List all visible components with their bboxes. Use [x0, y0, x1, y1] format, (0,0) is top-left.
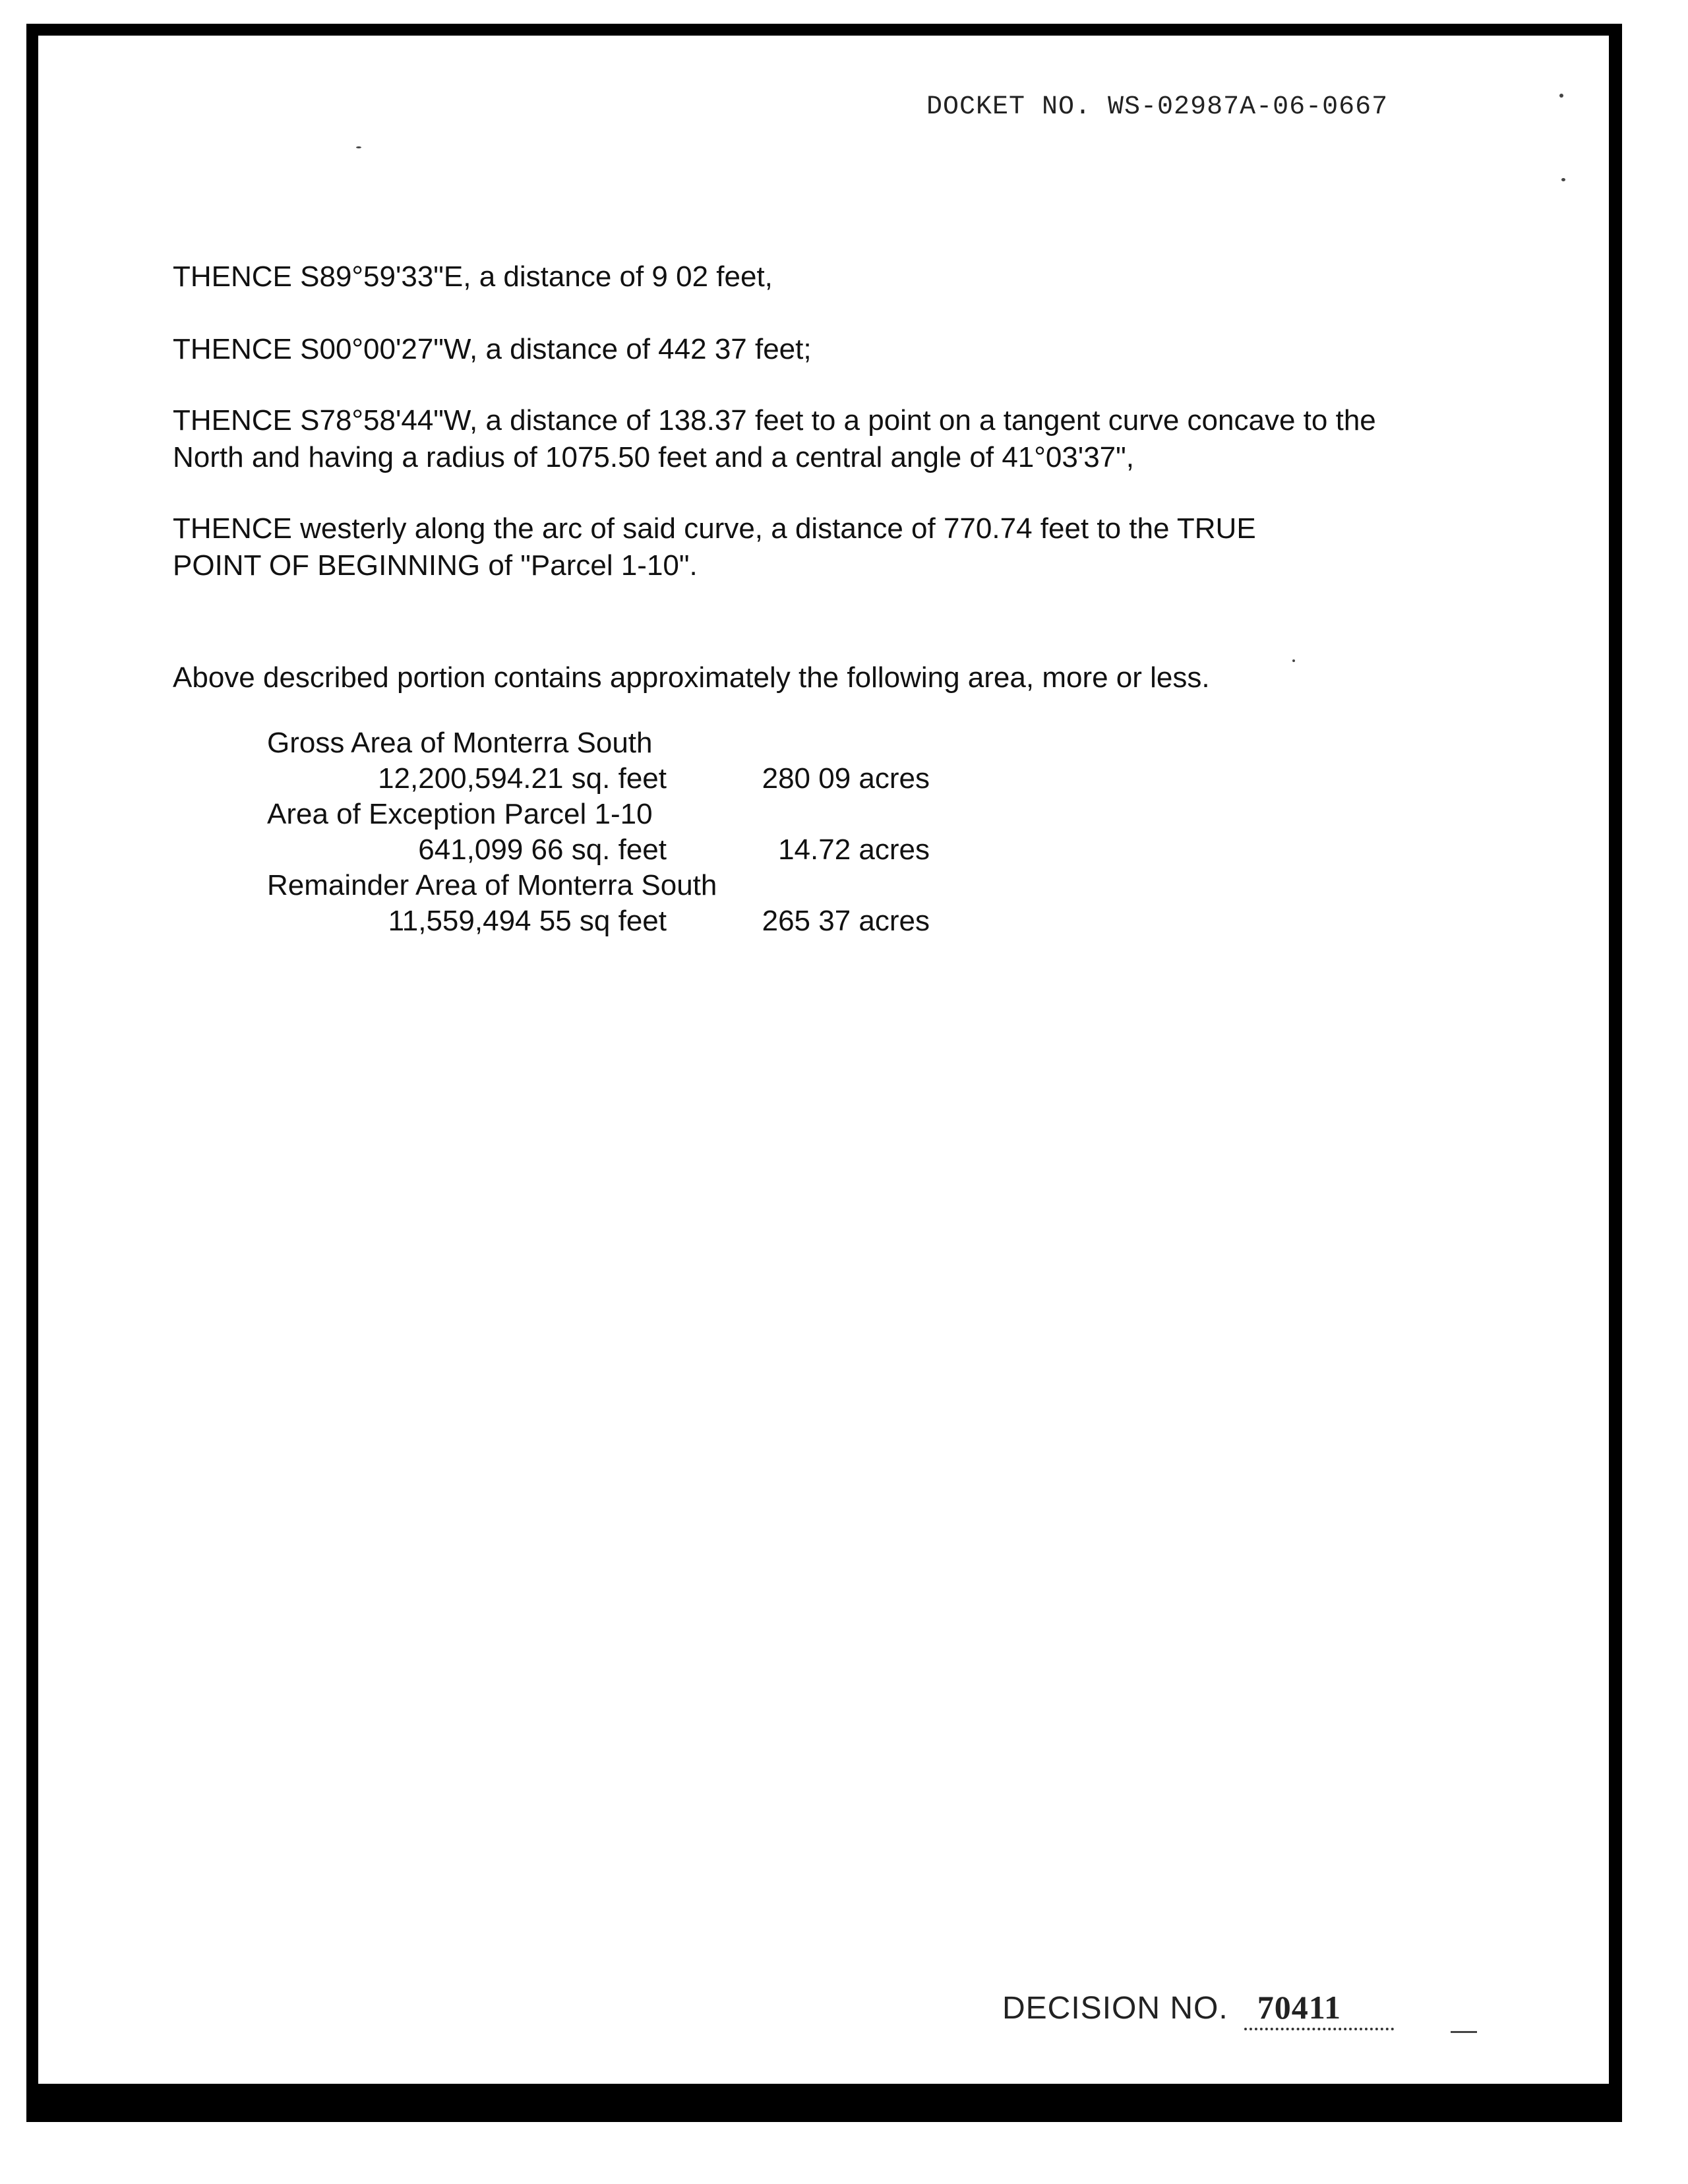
scan-border-right [1609, 24, 1622, 2121]
decision-number: 70411 [1244, 1988, 1394, 2030]
scan-speck [356, 146, 361, 148]
scan-border-left [26, 24, 38, 2121]
docket-number: DOCKET NO. WS-02987A-06-0667 [926, 92, 1389, 122]
scan-border-bottom [26, 2084, 1622, 2122]
decision-number-stamp [1002, 1988, 1394, 2030]
paragraph-area-intro: Above described portion contains approximately the following area, more or less. [173, 661, 1210, 694]
area-label: Gross Area of Monterra South [267, 727, 653, 759]
area-label: Area of Exception Parcel 1-10 [267, 798, 653, 830]
area-acres: 265 37 acres [762, 905, 930, 937]
area-acres: 280 09 acres [762, 762, 930, 795]
area-sq-feet: 11,559,494 55 sq feet [388, 905, 667, 937]
area-value-row [267, 832, 1058, 868]
paragraph-thence-1: THENCE S89°59'33"E, a distance of 9 02 feet, [173, 260, 773, 293]
area-acres: 14.72 acres [778, 834, 930, 866]
area-label-row [267, 868, 1058, 903]
scan-speck [1561, 178, 1565, 181]
area-label-row [267, 725, 1058, 761]
paragraph-thence-4: THENCE westerly along the arc of said curve, a distance of 770.74 feet to the TRUE POINT OF BEGINNING of "Parcel 1-10". [173, 512, 1256, 582]
scan-speck [1559, 94, 1563, 98]
scan-border-top [26, 24, 1622, 36]
area-table [267, 725, 1058, 939]
area-value-row [267, 761, 1058, 797]
area-sq-feet: 12,200,594.21 sq. feet [378, 762, 667, 795]
scan-speck [1292, 659, 1295, 662]
area-label-row [267, 797, 1058, 832]
area-sq-feet: 641,099 66 sq. feet [418, 834, 667, 866]
paragraph-thence-2: THENCE S00°00'27"W, a distance of 442 37 feet; [173, 333, 812, 365]
paragraph-thence-3: THENCE S78°58'44"W, a distance of 138.37 feet to a point on a tangent curve concave to the North and having a radius of 1075.50 feet and a central angle of 41°03'37", [173, 404, 1376, 473]
scan-speck [1451, 2031, 1477, 2033]
area-value-row [267, 903, 1058, 939]
decision-label: DECISION NO. [1002, 1991, 1228, 2026]
area-label: Remainder Area of Monterra South [267, 869, 717, 901]
